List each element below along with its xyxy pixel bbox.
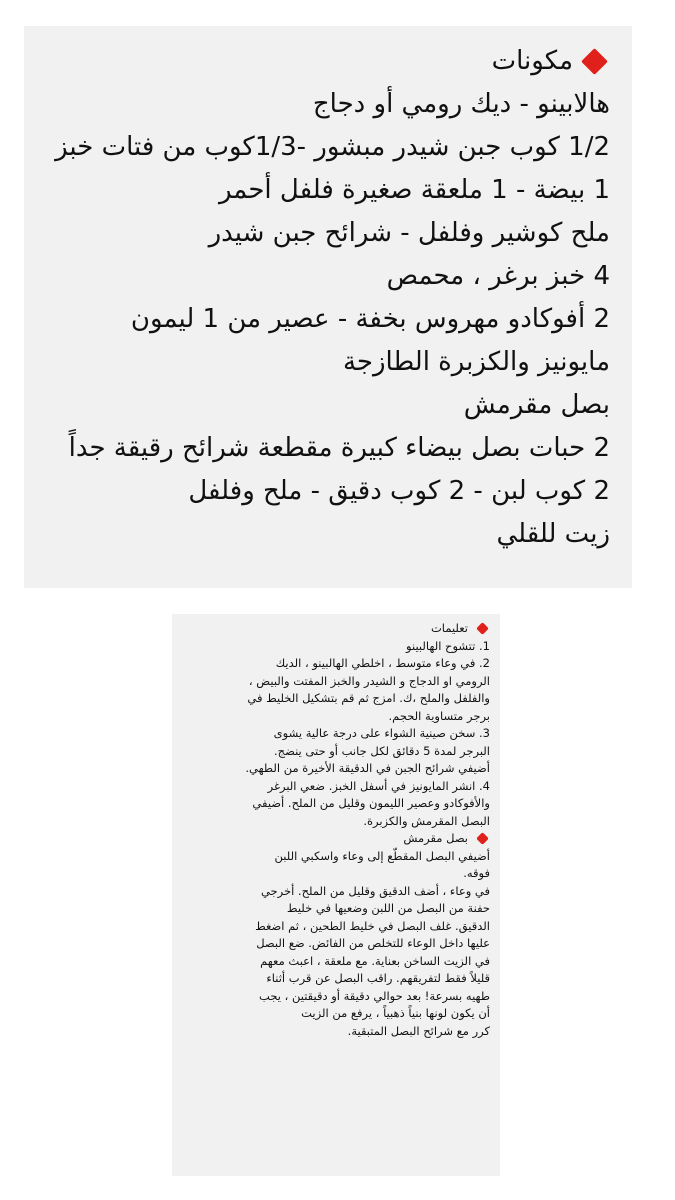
ingredients-card (24, 26, 632, 588)
crispy-onion-steps (184, 848, 490, 1041)
instruction-line: البصل المقرمش والكزبرة. (363, 813, 490, 828)
instruction-line: حفنة من البصل من اللبن وضعيها في خليط (286, 901, 490, 915)
red-diamond-icon (581, 48, 608, 75)
red-diamond-icon (476, 832, 489, 845)
instruction-line: في وعاء ، أضف الدقيق وقليل من الملح. أخرجي (260, 883, 490, 898)
instruction-line: 3. سخن صينية الشواء على درجة عالية يشوى (273, 726, 490, 740)
crispy-onion-heading-row (184, 830, 490, 848)
instructions-steps (184, 638, 490, 831)
ingredient-line: 2 كوب لبن - 2 كوب دقيق - ملح وفلفل (188, 476, 610, 506)
ingredient-line: بصل مقرمش (463, 390, 610, 420)
instruction-line: والأفوكادو وعصير الليمون وقليل من الملح. أضيفي (252, 796, 490, 810)
instruction-line: كرر مع شرائح البصل المتبقية. (347, 1023, 490, 1038)
instruction-line: 4. انشر المايونيز في أسفل الخبز. ضعي البرغر (267, 778, 490, 793)
instruction-line: قليلاً فقط لتفريقهم. راقب البصل عن قرب أثناء (266, 971, 490, 985)
instruction-line: الدقيق. غلف البصل في خليط الطحين ، ثم اضغط (255, 918, 490, 933)
ingredients-heading-row (42, 40, 610, 83)
instructions-card (172, 614, 500, 1176)
instructions-heading-row (184, 620, 490, 638)
instruction-line: أضيفي البصل المقطّع إلى وعاء واسكبي اللبن (274, 848, 490, 863)
instruction-line: الرومي او الدجاج و الشيدر والخبز المفتت والبيض ، (248, 673, 490, 688)
instruction-line: طهيه بسرعة! بعد حوالي دقيقة أو دقيقتين ، يجب (259, 988, 490, 1003)
ingredient-line: 4 خبز برغر ، محمص (386, 261, 610, 291)
ingredients-list (42, 83, 610, 556)
ingredient-line: 1/2 كوب جبن شيدر مبشور -1/3كوب من فتات خبز (55, 132, 610, 162)
ingredient-line: مايونيز والكزبرة الطازجة (342, 347, 610, 377)
red-diamond-icon (476, 622, 489, 635)
instruction-line: برجر متساوية الحجم. (388, 708, 490, 723)
instruction-line: البرجر لمدة 5 دقائق لكل جانب أو حتى ينضج. (274, 743, 490, 758)
ingredients-heading: مكونات (491, 46, 573, 76)
ingredient-line: ملح كوشير وفلفل - شرائح جبن شيدر (208, 218, 610, 248)
ingredient-line: 2 أفوكادو مهروس بخفة - عصير من 1 ليمون (130, 304, 610, 334)
instruction-line: فوقه. (463, 866, 490, 880)
instruction-line: أضيفي شرائح الجبن في الدقيقة الأخيرة من الطهي. (245, 761, 490, 775)
instructions-heading: تعليمات (430, 621, 468, 635)
ingredient-line: زيت للقلي (496, 519, 610, 549)
instruction-line: 1. تتشوح الهالبينو (406, 638, 490, 653)
ingredient-line: 1 بيضة - 1 ملعقة صغيرة فلفل أحمر (218, 175, 610, 205)
instruction-line: في الزيت الساخن بعناية. مع ملعقة ، اعبث معهم (260, 953, 490, 968)
ingredient-line: 2 حبات بصل بيضاء كبيرة مقطعة شرائح رقيقة جداً (68, 433, 610, 463)
instruction-line: عليها داخل الوعاء للتخلص من الفائض. ضع البصل (256, 936, 490, 950)
ingredient-line: هالابينو - ديك رومي أو دجاج (312, 89, 610, 119)
instruction-line: 2. في وعاء متوسط ، اخلطي الهالبينو ، الديك (275, 656, 490, 670)
crispy-onion-heading: بصل مقرمش (403, 831, 468, 845)
instruction-line: والفلفل والملح ،ك. امزج ثم قم بتشكيل الخليط في (247, 691, 490, 705)
instruction-line: أن يكون لونها بنياً ذهبياً ، يرفع من الزيت (301, 1006, 490, 1020)
